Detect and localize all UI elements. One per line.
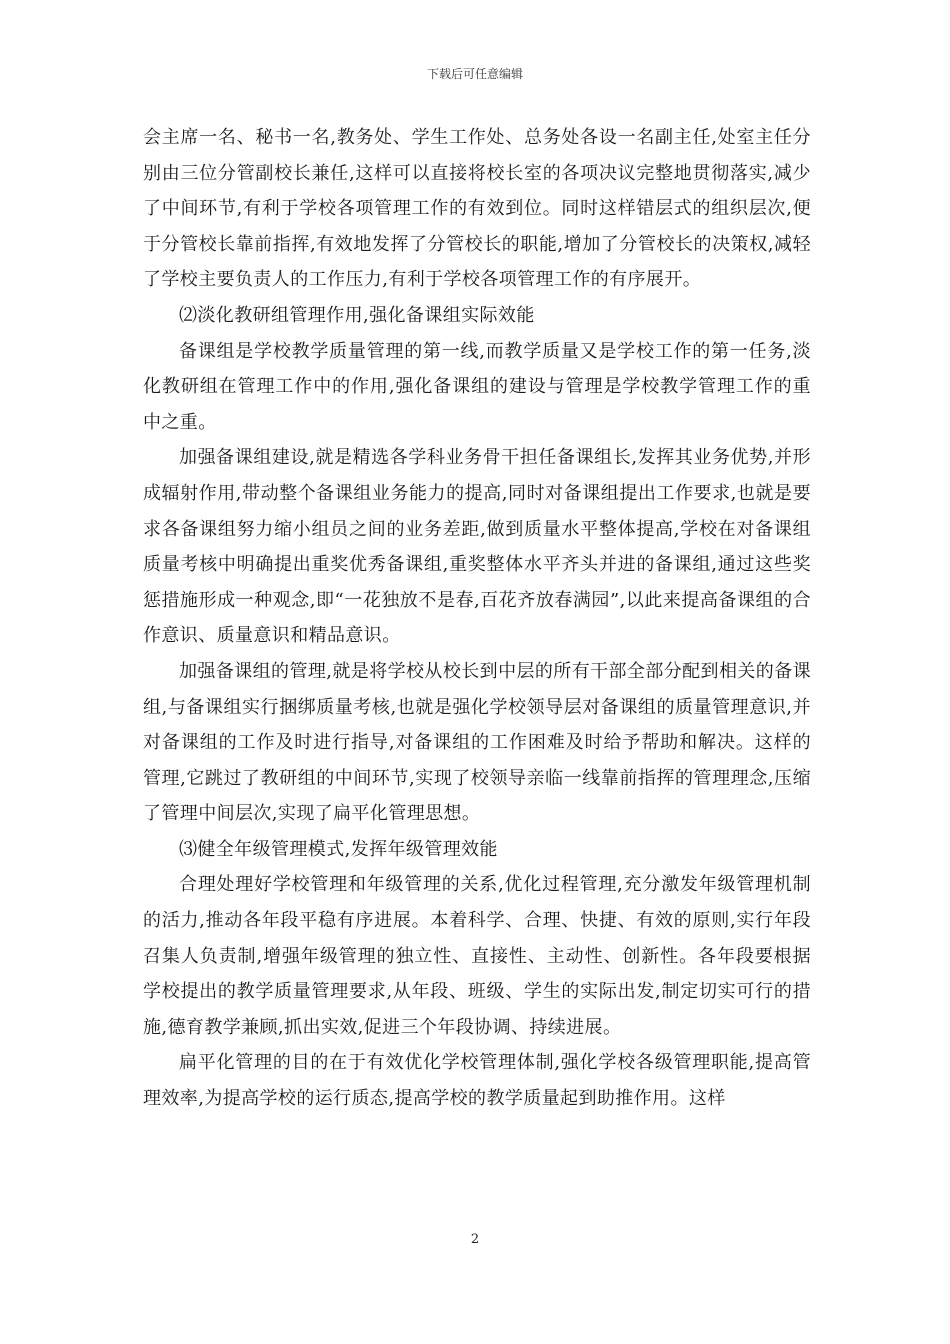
paragraph: 扁平化管理的目的在于有效优化学校管理体制,强化学校各级管理职能,提高管理效率,为提高学校的运行质态,提高学校的教学质量起到助推作用。这样 [143, 1052, 811, 1110]
document-body [143, 120, 811, 1117]
page-number: 2 [470, 1232, 480, 1247]
paragraph: 合理处理好学校管理和年级管理的关系,优化过程管理,充分激发年级管理机制的活力,推动各年段平稳有序进展。本着科学、合理、快捷、有效的原则,实行年段召集人负责制,增强年级管理的独立性、直接性、主动性、创新性。各年段要根据学校提出的教学质量管理要求,从年段、班级、学生的实际出发,制定切实可行的措施,德育教学兼顾,抓出实效,促进三个年段协调、持续进展。 [143, 874, 811, 1038]
paragraph: 加强备课组的管理,就是将学校从校长到中层的所有干部全部分配到相关的备课组,与备课组实行捆绑质量考核,也就是强化学校领导层对备课组的质量管理意识,并对备课组的工作及时进行指导,对备课组的工作困难及时给予帮助和解决。这样的管理,它跳过了教研组的中间环节,实现了校领导亲临一线靠前指挥的管理理念,压缩了管理中间层次,实现了扁平化管理思想。 [143, 660, 811, 825]
section-heading-2: ⑵淡化教研组管理作用,强化备课组实际效能 [179, 304, 535, 326]
paragraph: 备课组是学校教学质量管理的第一线,而教学质量又是学校工作的第一任务,淡化教研组在管理工作中的作用,强化备课组的建设与管理是学校教学管理工作的重中之重。 [143, 340, 811, 433]
page-header: 下载后可任意编辑 [426, 67, 523, 81]
section-heading-3: ⑶健全年级管理模式,发挥年级管理效能 [179, 838, 498, 860]
paragraph-continuation: 会主席一名、秘书一名,教务处、学生工作处、总务处各设一名副主任,处室主任分别由三位分管副校长兼任,这样可以直接将校长室的各项决议完整地贯彻落实,减少了中间环节,有利于学校各项管理工作的有效到位。同时这样错层式的组织层次,便于分管校长靠前指挥,有效地发挥了分管校长的职能,增加了分管校长的决策权,减轻了学校主要负责人的工作压力,有利于学校各项管理工作的有序展开。 [143, 127, 811, 291]
paragraph: 加强备课组建设,就是精选各学科业务骨干担任备课组长,发挥其业务优势,并形成辐射作用,带动整个备课组业务能力的提高,同时对备课组提出工作要求,也就是要求各备课组努力缩小组员之间的业务差距,做到质量水平整体提高,学校在对备课组质量考核中明确提出重奖优秀备课组,重奖整体水平齐头并进的备课组,通过这些奖惩措施形成一种观念,即“一花独放不是春,百花齐放春满园”,以此来提高备课组的合作意识、质量意识和精品意识。 [143, 447, 811, 647]
